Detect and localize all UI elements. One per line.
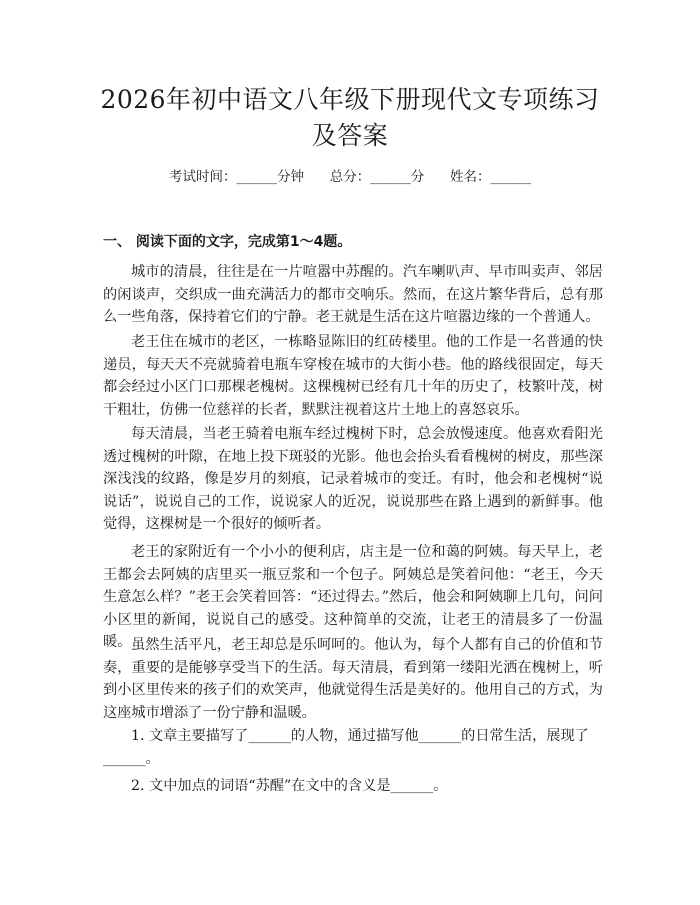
question-1: 1. 文章主要描写了______的人物，通过描写他______的日常生活，展现了______。 (103, 728, 589, 767)
passage-paragraph-3: 每天清晨，当老王骑着电瓶车经过槐树下时，总会放慢速度。他喜欢看阳光透过槐树的叶隙，在地上投下斑驳的光影。他也会抬头看看槐树的树皮，那些深深浅浅的纹路，像是岁月的刻痕，记录着城市的变迁。有时，他会和老槐树“说说话”，说说自己的工作，说说家人的近况，说说那些在路上遇到的新鲜事。他觉得，这棵树是一个很好的倾听者。 (103, 426, 603, 532)
passage-paragraph-4: 老王的家附近有一个小小的便利店，店主是一位和蔼的阿姨。每天早上，老王都会去阿姨的店里买一瓶豆浆和一个包子。阿姨总是笑着问他：“老王，今天生意怎么样？”老王会笑着回答：“还过得去。”然后，他会和阿姨聊上几句，问问小区里的新闻，说说自己的感受。这种简单的交流，让老王的清晨多了一份温暖。 (103, 544, 603, 650)
passage-paragraph-2: 老王住在城市的老区，一栋略显陈旧的红砖楼里。他的工作是一名普通的快递员，每天天不亮就骑着电瓶车穿梭在城市的大街小巷。他的路线很固定，每天都会经过小区门口那棵老槐树。这棵槐树已经有几十年的历史了，枝繁叶茂，树干粗壮，仿佛一位慈祥的长者，默默注视着这片土地上的喜怒哀乐。 (103, 334, 603, 418)
passage-paragraph-1: 城市的清晨，往往是在一片喧嚣中苏醒的。汽车喇叭声、早市叫卖声、邻居的闲谈声，交织成一曲充满活力的都市交响乐。然而，在这片繁华背后，总有那么一些角落，保持着它们的宁静。老王就是生活在这片喧嚣边缘的一个普通人。 (103, 264, 603, 325)
question-2: 2. 文中加点的词语“苏醒”在文中的含义是______。 (131, 778, 448, 794)
title-line-1: 2026年初中语文八年级下册现代文专项练习 (100, 85, 600, 114)
title-line-2: 及答案 (311, 121, 389, 150)
passage-paragraph-5: 虽然生活平凡，老王却总是乐呵呵的。他认为，每个人都有自己的价值和节奏，重要的是能够享受当下的生活。每天清晨，看到第一缕阳光洒在槐树上，听到小区里传来的孩子们的欢笑声，他就觉得生活是美好的。他用自己的方式，为这座城市增添了一份宁静和温暖。 (103, 637, 603, 721)
exam-info-line: 考试时间：______分钟 总分：______分 姓名：______ (169, 169, 531, 185)
document-title (60, 82, 640, 154)
section-heading: 一、 阅读下面的文字，完成第1～4题。 (103, 234, 352, 250)
